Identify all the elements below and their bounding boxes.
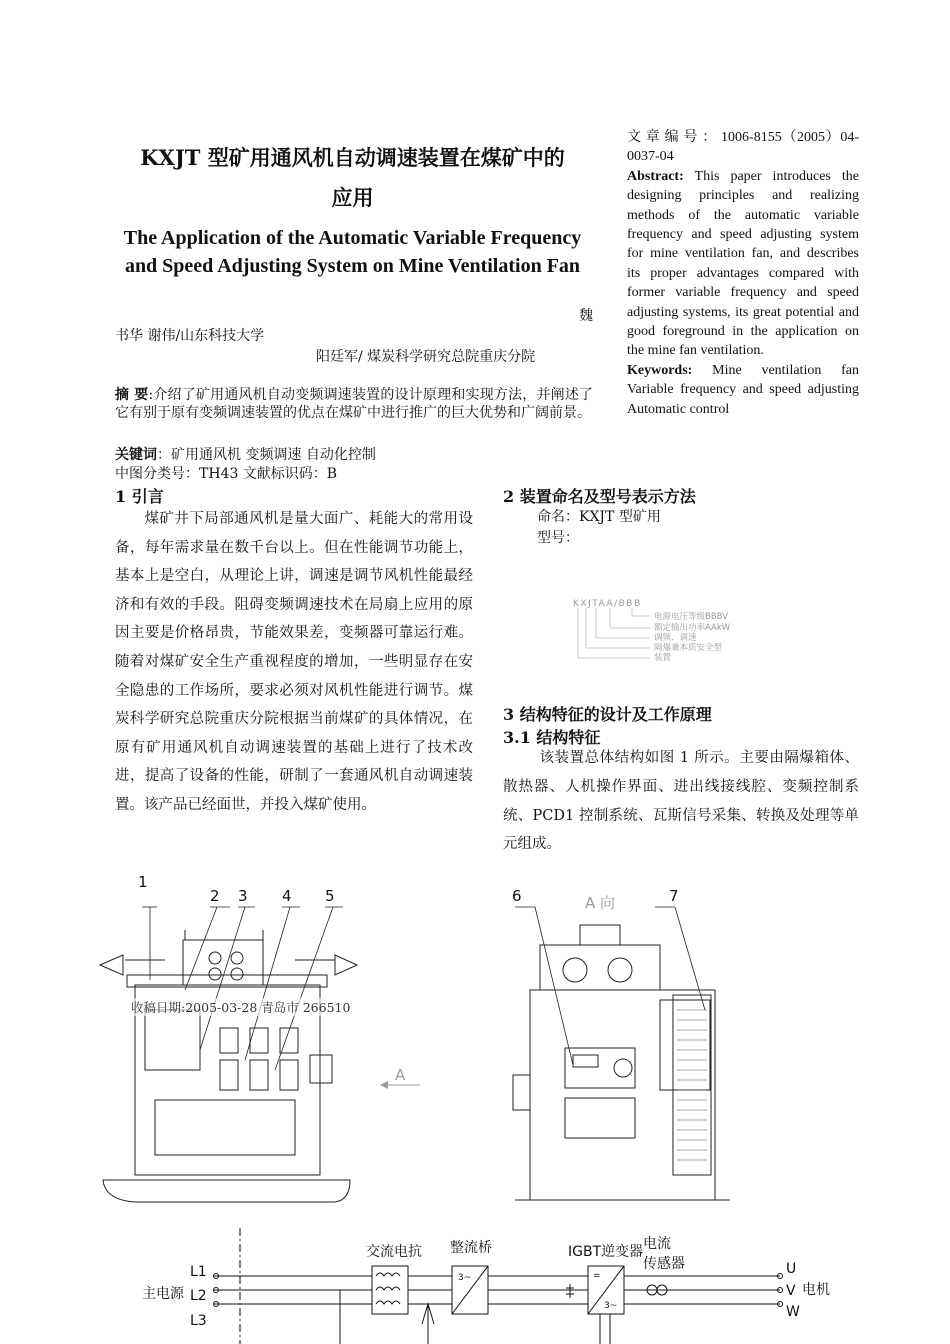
circuit-diagram: [130, 1228, 850, 1344]
phase-w: W: [786, 1304, 800, 1320]
title-cn-line2: 应用: [331, 185, 374, 210]
sensor-label-line2: 传感器: [643, 1256, 685, 1272]
callout-3: 3: [238, 887, 248, 905]
abstract-english: [627, 167, 859, 361]
model-line: 型号：: [537, 530, 579, 546]
phase-u: U: [786, 1261, 797, 1277]
abstract-cn-text: :介绍了矿用通风机自动变频调速装置的设计原理和实现方法，并阐述了它有别于原有变频调速装置的优点在煤矿中进行推广的巨大优势和广阔前景。: [115, 387, 594, 421]
received-date: 收稿日期:2005-03-28 青岛市 266510: [131, 1000, 351, 1015]
svg-text:3~: 3~: [604, 1301, 618, 1311]
callout-5: 5: [325, 887, 335, 905]
callout-4: 4: [282, 887, 292, 905]
model-label-device: 装置: [654, 653, 672, 663]
callout-7: 7: [669, 887, 679, 905]
naming-line: 命名：KXJT 型矿用: [537, 509, 661, 525]
svg-text:=: =: [593, 1271, 601, 1281]
main-power-label: 主电源: [142, 1286, 184, 1302]
classification-number: 中图分类号：TH43 文献标识码：B: [115, 466, 338, 482]
view-a-label: A: [395, 1066, 406, 1084]
figure1-drawing: [95, 870, 875, 1215]
keywords-en-label: Keywords:: [627, 362, 693, 378]
section1-text: 煤矿井下局部通风机是量大面广、耗能大的常用设备，每年需求量在数千台以上。但在性能调节功能上，基本上是空白，从理论上讲，调速是调节风机性能最经济和有效的手段。阻碍变频调速技术在局扇上应用的原因主要是价格昂贵，节能效果差，变频器可靠运行难。随着对煤矿安全生产重视程度的增加，一些明显存在安全隐患的工作场所，要求必须对风机性能进行调节。煤炭科学研究总院重庆分院根据当前煤矿的具体情况，在原有矿用通风机自动调速装置的基础上进行了技术改进，提高了设备的性能，研制了一套通风机自动调速装置。该产品已经面世，并投入煤矿使用。: [115, 511, 473, 813]
sensor-label-line1: 电流: [643, 1236, 671, 1252]
abstract-en-text: This paper introduces the designing principles and realizing methods of the automatic variable frequency and speed adjusting system for mine ventilation fan, and describes its proper advantages compared with former variable frequency and speed adjusting systems, its great potential and good foreground in the application on the mine fan ventilation.: [627, 168, 859, 359]
keywords-chinese: [115, 446, 593, 465]
section1-body: [115, 505, 473, 863]
section1-title: 1 引言: [115, 487, 164, 506]
svg-text:3~: 3~: [458, 1273, 472, 1283]
section3-title: 3 结构特征的设计及工作原理: [503, 705, 712, 724]
view-direction-label: A 向: [585, 894, 616, 912]
callout-1: 1: [138, 873, 148, 891]
title-english: The Application of the Automatic Variable Frequency and Speed Adjusting System on Mine Ventilation Fan: [123, 227, 582, 277]
keywords-en-text: Mine ventilation fan Variable frequency and speed adjusting Automatic control: [627, 362, 859, 417]
inverter-label: IGBT逆变器: [568, 1244, 644, 1260]
section31-title: 3.1 结构特征: [503, 728, 601, 747]
section31-body: [503, 744, 859, 859]
reactor-label: 交流电抗: [366, 1244, 422, 1260]
model-label-speed: 调频、调速: [654, 633, 697, 643]
phase-l3: L3: [190, 1313, 207, 1329]
article-number: 文 章 编 号 ： 1006-8155（2005）04-0037-04: [627, 130, 859, 165]
callout-2: 2: [210, 887, 220, 905]
phase-l2: L2: [190, 1288, 207, 1304]
phase-v: V: [786, 1283, 796, 1299]
keywords-english: [627, 361, 859, 419]
keywords-cn-label: 关键词: [115, 447, 157, 463]
keywords-cn-text: ：矿用通风机 变频调速 自动化控制: [157, 447, 376, 463]
title-cn-line1: KXJT 型矿用通风机自动调速装置在煤矿中的: [140, 145, 565, 170]
english-abstract-column: [627, 128, 859, 419]
title-chinese: [110, 138, 595, 218]
authors-block: [115, 306, 593, 346]
abstract-en-label: Abstract:: [627, 168, 684, 184]
abstract-chinese: [115, 386, 593, 422]
phase-l1: L1: [190, 1264, 207, 1280]
model-code-diagram: [570, 596, 770, 666]
author-line1: 书华 谢伟/山东科技大学: [115, 328, 265, 344]
section31-text: 该装置总体结构如图 1 所示。主要由隔爆箱体、散热器、人机操作界面、进出线接线腔、变频控制系统、PCD1 控制系统、瓦斯信号采集、转换及处理等单元组成。: [503, 750, 859, 853]
callout-6: 6: [512, 887, 522, 905]
section2-title: 2 装置命名及型号表示方法: [503, 487, 696, 506]
model-label-power: 额定输出功率AAkW: [654, 623, 731, 633]
author-name-wei: 魏: [579, 308, 593, 324]
rectifier-label: 整流桥: [450, 1240, 492, 1256]
model-code: KXJTAA/BBB: [573, 599, 642, 609]
model-label-explosion: 隔爆兼本质安全型: [654, 643, 723, 653]
author-line2: 阳廷军/ 煤炭科学研究总院重庆分院: [316, 349, 536, 365]
abstract-cn-label: 摘 要: [115, 387, 149, 403]
motor-label: 电机: [802, 1282, 830, 1298]
model-label-voltage: 电源电压等级BBBV: [654, 612, 729, 622]
section2-body: [537, 507, 661, 549]
